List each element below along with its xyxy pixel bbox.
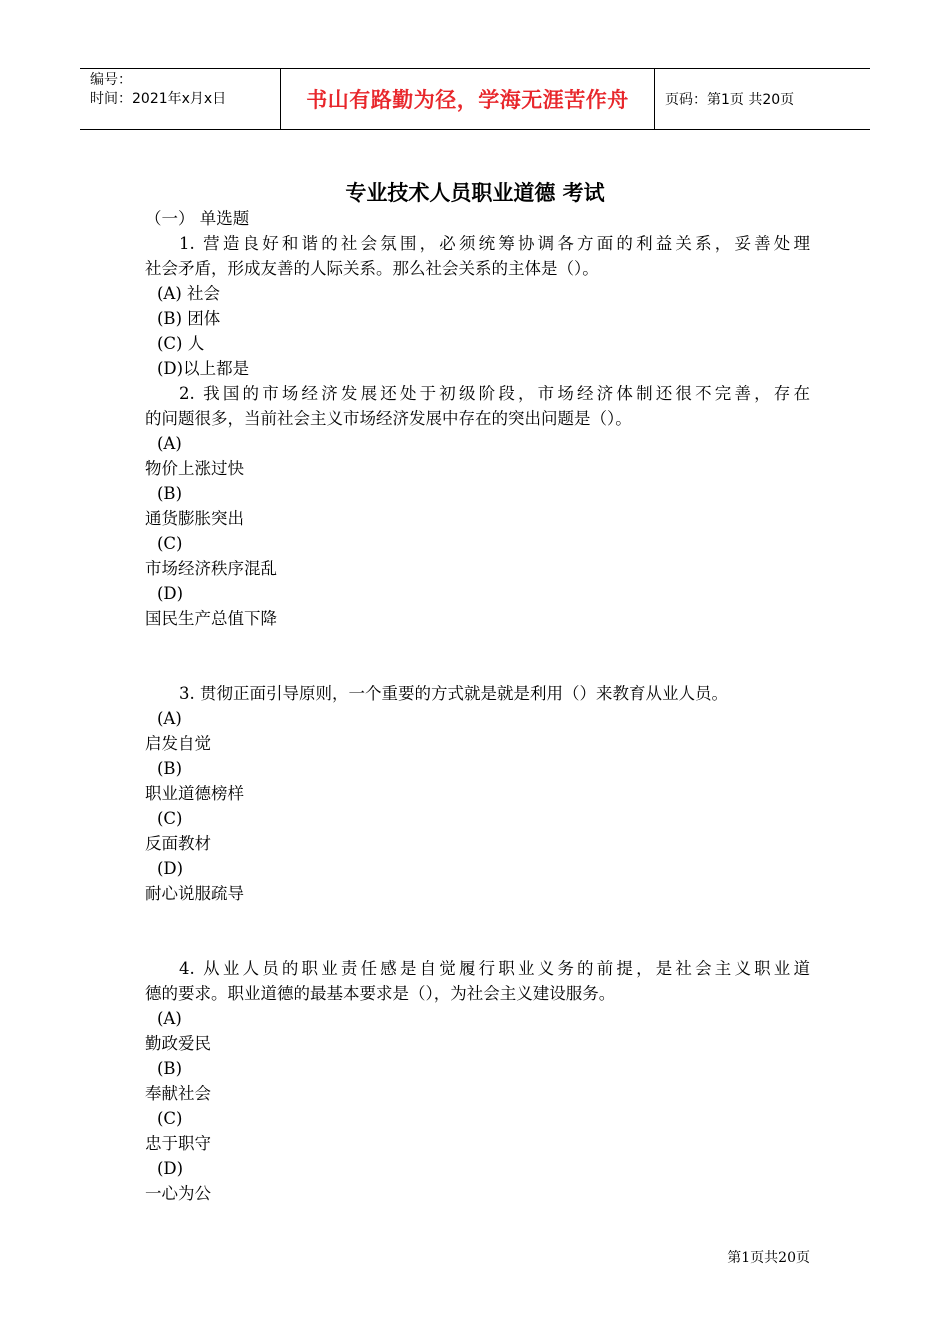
question-2-answer-b: 通货膨胀突出 xyxy=(145,509,244,528)
question-1-option-d: (D)以上都是 xyxy=(157,359,250,378)
question-1-line-2: 社会矛盾，形成友善的人际关系。那么社会关系的主体是（）。 xyxy=(145,259,599,278)
question-3-answer-a: 启发自觉 xyxy=(145,734,211,753)
header-motto-cell xyxy=(281,69,655,129)
question-1-option-a: (A) 社会 xyxy=(157,284,221,303)
header-motto: 书山有路勤为径，学海无涯苦作舟 xyxy=(306,88,629,112)
serial-label: 编号： xyxy=(90,72,132,88)
header-page-info: 页码：第1页 共20页 xyxy=(665,92,795,108)
spacer xyxy=(145,906,810,956)
question-2-label-d: (D) xyxy=(157,584,184,603)
question-4-label-b: (B) xyxy=(157,1059,182,1078)
question-3-label-d: (D) xyxy=(157,859,184,878)
question-2-line-2: 的问题很多，当前社会主义市场经济发展中存在的突出问题是（）。 xyxy=(145,409,632,428)
question-3-answer-d: 耐心说服疏导 xyxy=(145,884,244,903)
question-3-label-b: (B) xyxy=(157,759,182,778)
question-4-line-2: 德的要求。职业道德的最基本要求是（），为社会主义建设服务。 xyxy=(145,984,616,1003)
question-2-label-a: (A) xyxy=(157,434,182,453)
question-2-answer-d: 国民生产总值下降 xyxy=(145,609,277,628)
question-4-label-c: (C) xyxy=(157,1109,183,1128)
question-3-answer-c: 反面教材 xyxy=(145,834,211,853)
question-1-option-c: (C) 人 xyxy=(157,334,205,353)
question-2-answer-a: 物价上涨过快 xyxy=(145,459,244,478)
question-4-answer-d: 一心为公 xyxy=(145,1184,211,1203)
question-2-line-1: 2. 我国的市场经济发展还处于初级阶段，市场经济体制还很不完善，存在 xyxy=(179,384,810,403)
section-heading: （一） 单选题 xyxy=(145,209,250,228)
question-2-label-b: (B) xyxy=(157,484,182,503)
date-line: 时间：2021年x月x日 xyxy=(90,91,227,107)
document-title: 专业技术人员职业道德 考试 xyxy=(345,181,605,205)
question-4-answer-c: 忠于职守 xyxy=(145,1134,211,1153)
question-4-line-1: 4. 从业人员的职业责任感是自觉履行职业义务的前提，是社会主义职业道 xyxy=(179,959,810,978)
question-1-line-1: 1. 营造良好和谐的社会氛围，必须统筹协调各方面的利益关系，妥善处理 xyxy=(179,234,810,253)
question-4-answer-b: 奉献社会 xyxy=(145,1084,211,1103)
spacer xyxy=(145,631,810,681)
question-3-label-c: (C) xyxy=(157,809,183,828)
question-3-answer-b: 职业道德榜样 xyxy=(145,784,244,803)
question-4-label-a: (A) xyxy=(157,1009,182,1028)
header-meta xyxy=(80,69,281,129)
question-2-label-c: (C) xyxy=(157,534,183,553)
question-3-label-a: (A) xyxy=(157,709,182,728)
question-2-answer-c: 市场经济秩序混乱 xyxy=(145,559,277,578)
question-4-answer-a: 勤政爱民 xyxy=(145,1034,211,1053)
page-footer: 第1页共20页 xyxy=(727,1250,810,1266)
question-3-line-1: 3. 贯彻正面引导原则，一个重要的方式就是就是利用（）来教育从业人员。 xyxy=(179,684,728,703)
question-1-option-b: (B) 团体 xyxy=(157,309,221,328)
question-4-label-d: (D) xyxy=(157,1159,184,1178)
document-body xyxy=(145,206,810,1206)
page-header xyxy=(80,68,870,130)
